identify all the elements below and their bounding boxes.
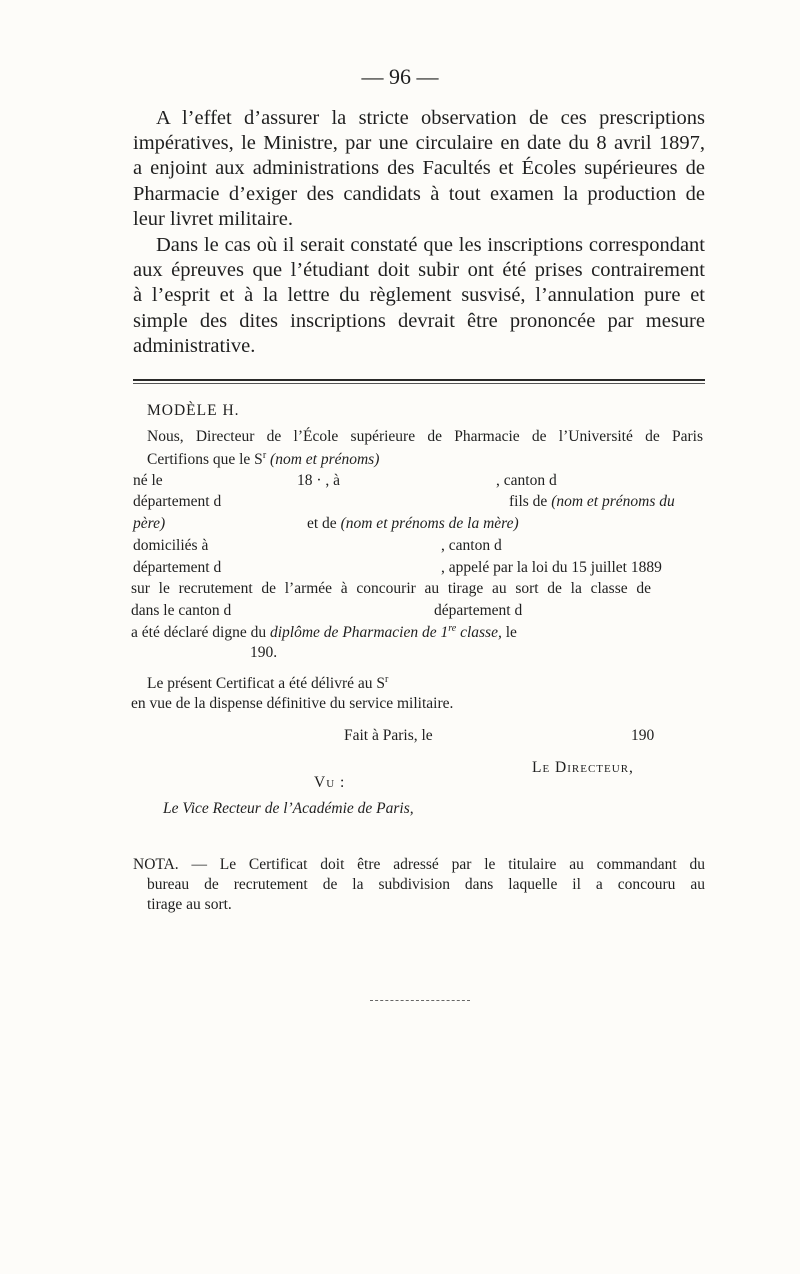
text-line: A l’effet d’assurer la stricte observation de ces prescriptions <box>156 107 705 129</box>
form-line-6b: , canton d <box>441 537 502 554</box>
text-line: impératives, le Ministre, par une circulaire en date du 8 avril 1897, <box>133 132 705 155</box>
end-ornament <box>370 1000 470 1001</box>
form-line-6a: domiciliés à <box>133 537 209 554</box>
text-line: à l’esprit et à la lettre du règlement susvisé, l’annulation pure et <box>133 284 705 307</box>
paragraph-2 <box>133 233 705 359</box>
text-line: Dans le cas où il serait constaté que les inscriptions correspondant <box>156 234 705 256</box>
form-line-7b: , appelé par la loi du 15 juillet 1889 <box>441 559 662 576</box>
form-line-7a: département d <box>133 559 222 576</box>
form-line-11: 190. <box>250 644 278 661</box>
form-line-4b: fils de (nom et prénoms du <box>509 493 675 510</box>
form-title: MODÈLE H. <box>147 402 240 419</box>
form-line-2: Certifions que le $S^r$ (nom et prénoms) <box>147 450 380 469</box>
nota <box>133 855 705 915</box>
form-line-5a: père) <box>133 515 166 532</box>
form-line-3a: né le <box>133 472 163 489</box>
form-directeur: Le Directeur, <box>532 759 634 776</box>
form-line-9b: département d <box>434 602 523 619</box>
form-line-9a: dans le canton d <box>131 602 232 619</box>
text-line: bureau de recrutement de la subdivision dans laquelle il a concouru au <box>147 876 705 893</box>
form-line-3b: 18 · , à <box>297 472 341 489</box>
form-line-12: Le présent Certificat a été délivré au $S^r$ <box>147 674 389 693</box>
text-line: NOTA. — Le Certificat doit être adressé par le titulaire au commandant du <box>133 856 705 873</box>
form-line-8: sur le recrutement de l’armée à concourir au tirage au sort de la classe de <box>131 580 651 597</box>
page-number: — 96 — <box>361 64 439 89</box>
form-line-3c: , canton d <box>496 472 557 489</box>
divider-rule <box>133 379 705 381</box>
text-line: tirage au sort. <box>147 896 232 913</box>
text-line: a enjoint aux administrations des Facultés et Écoles supérieures de <box>133 157 705 180</box>
form-line-5b: et de (nom et prénoms de la mère) <box>307 515 519 532</box>
text-line: simple des dites inscriptions devrait être prononcée par mesure <box>133 309 705 332</box>
form-vice-recteur: Le Vice Recteur de l’Académie de Paris, <box>163 800 414 817</box>
text-line: Pharmacie d’exiger des candidats à tout examen la production de <box>133 182 705 205</box>
text-line: aux épreuves que l’étudiant doit subir ont été prises contrairement <box>133 259 705 282</box>
paragraph-1 <box>133 106 705 232</box>
form-line-1: Nous, Directeur de l’École supérieure de Pharmacie de l’Université de Paris <box>147 428 703 445</box>
text-line: administrative. <box>133 334 256 357</box>
text-line: leur livret militaire. <box>133 207 293 230</box>
divider-rule-thin <box>133 383 705 384</box>
form-fait: Fait à Paris, le <box>344 727 433 744</box>
form-fait-year: 190 <box>631 727 655 744</box>
form-line-4a: département d <box>133 493 222 510</box>
form-vu: Vu : <box>314 774 346 791</box>
form-line-13: en vue de la dispense définitive du service militaire. <box>131 695 454 712</box>
form-line-10: a été déclaré digne du diplôme de Pharmacien de 1re classe, le <box>131 623 517 642</box>
